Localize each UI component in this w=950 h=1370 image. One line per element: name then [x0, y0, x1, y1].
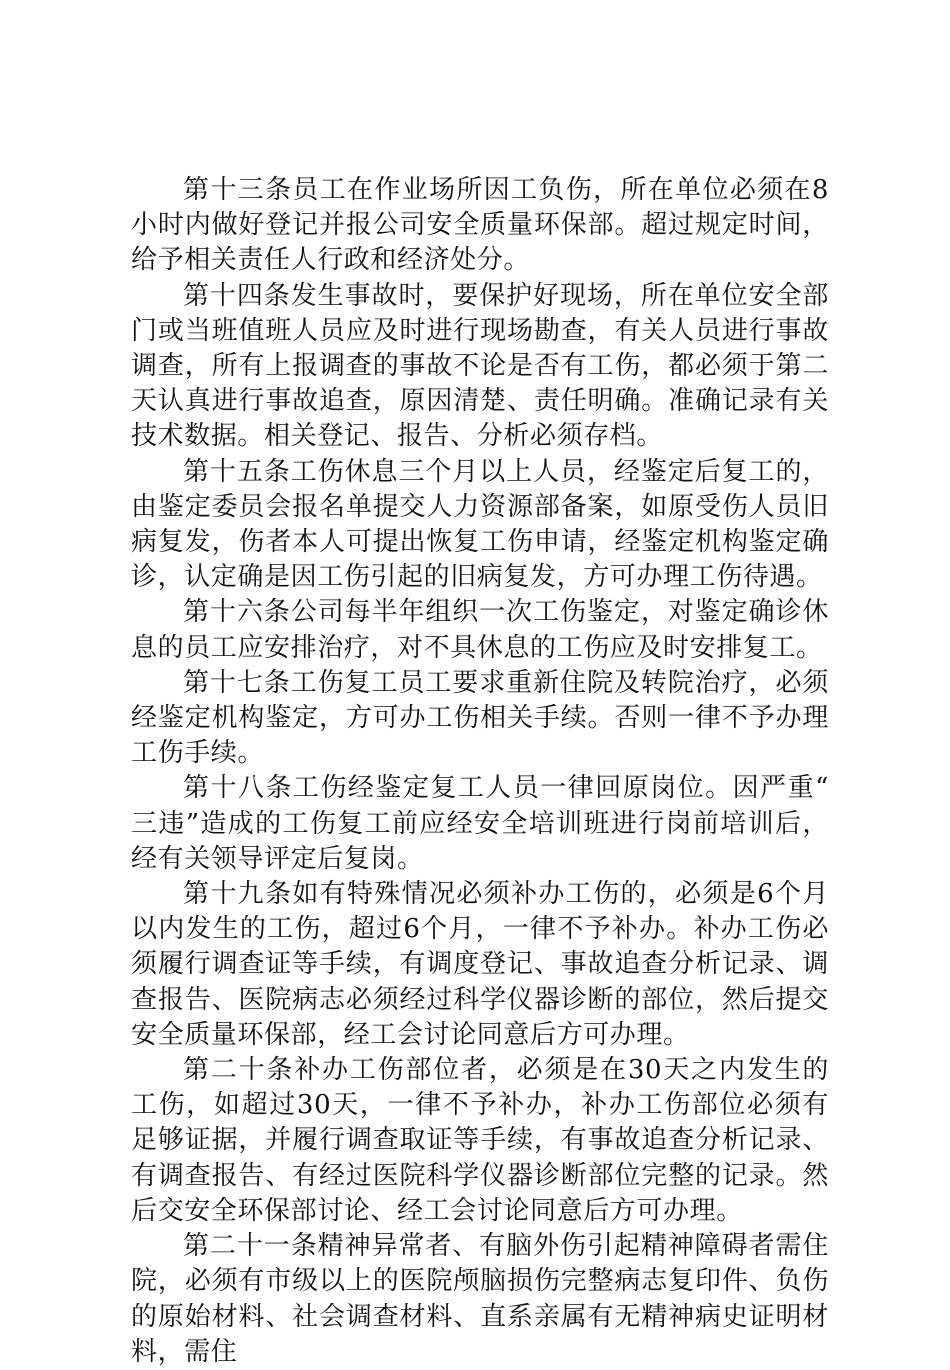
paragraph-article-19: 第十九条如有特殊情况必须补办工伤的，必须是6个月以内发生的工伤，超过6个月，一律不予补办。补办工伤必须履行调查证等手续，有调度登记、事故追查分析记录、调查报告、医院病志必须经过科学仪器诊断的部位，然后提交安全质量环保部，经工会讨论同意后方可办理。 — [131, 879, 829, 1050]
paragraph-article-13: 第十三条员工在作业场所因工负伤，所在单位必须在8小时内做好登记并报公司安全质量环保部。超过规定时间，给予相关责任人行政和经济处分。 — [131, 175, 829, 276]
paragraph-article-15: 第十五条工伤休息三个月以上人员，经鉴定后复工的，由鉴定委员会报名单提交人力资源部备案，如原受伤人员旧病复发，伤者本人可提出恢复工伤申请，经鉴定机构鉴定确诊，认定确是因工伤引起的旧病复发，方可办理工伤待遇。 — [131, 456, 829, 593]
paragraph-article-18: 第十八条工伤经鉴定复工人员一律回原岗位。因严重“三违”造成的工伤复工前应经安全培训班进行岗前培训后，经有关领导评定后复岗。 — [131, 773, 829, 874]
paragraph-article-21: 第二十一条精神异常者、有脑外伤引起精神障碍者需住院，必须有市级以上的医院颅脑损伤完整病志复印件、负伤的原始材料、社会调查材料、直系亲属有无精神病史证明材料，需住 — [131, 1231, 829, 1367]
document-body — [131, 173, 829, 1370]
paragraph-article-17: 第十七条工伤复工员工要求重新住院及转院治疗，必须经鉴定机构鉴定，方可办工伤相关手续。否则一律不予办理工伤手续。 — [131, 667, 829, 769]
paragraph-article-20: 第二十条补办工伤部位者，必须是在30天之内发生的工伤，如超过30天，一律不予补办，补办工伤部位必须有足够证据，并履行调查取证等手续，有事故追查分析记录、有调查报告、有经过医院科学仪器诊断部位完整的记录。然后交安全环保部讨论、经工会讨论同意后方可办理。 — [131, 1055, 829, 1226]
paragraph-article-14: 第十四条发生事故时，要保护好现场，所在单位安全部门或当班值班人员应及时进行现场勘查，有关人员进行事故调查，所有上报调查的事故不论是否有工伤，都必须于第二天认真进行事故追查，原因清楚、责任明确。准确记录有关技术数据。相关登记、报告、分析必须存档。 — [131, 280, 829, 452]
paragraph-article-16: 第十六条公司每半年组织一次工伤鉴定，对鉴定确诊休息的员工应安排治疗，对不具休息的工伤应及时安排复工。 — [131, 597, 829, 663]
